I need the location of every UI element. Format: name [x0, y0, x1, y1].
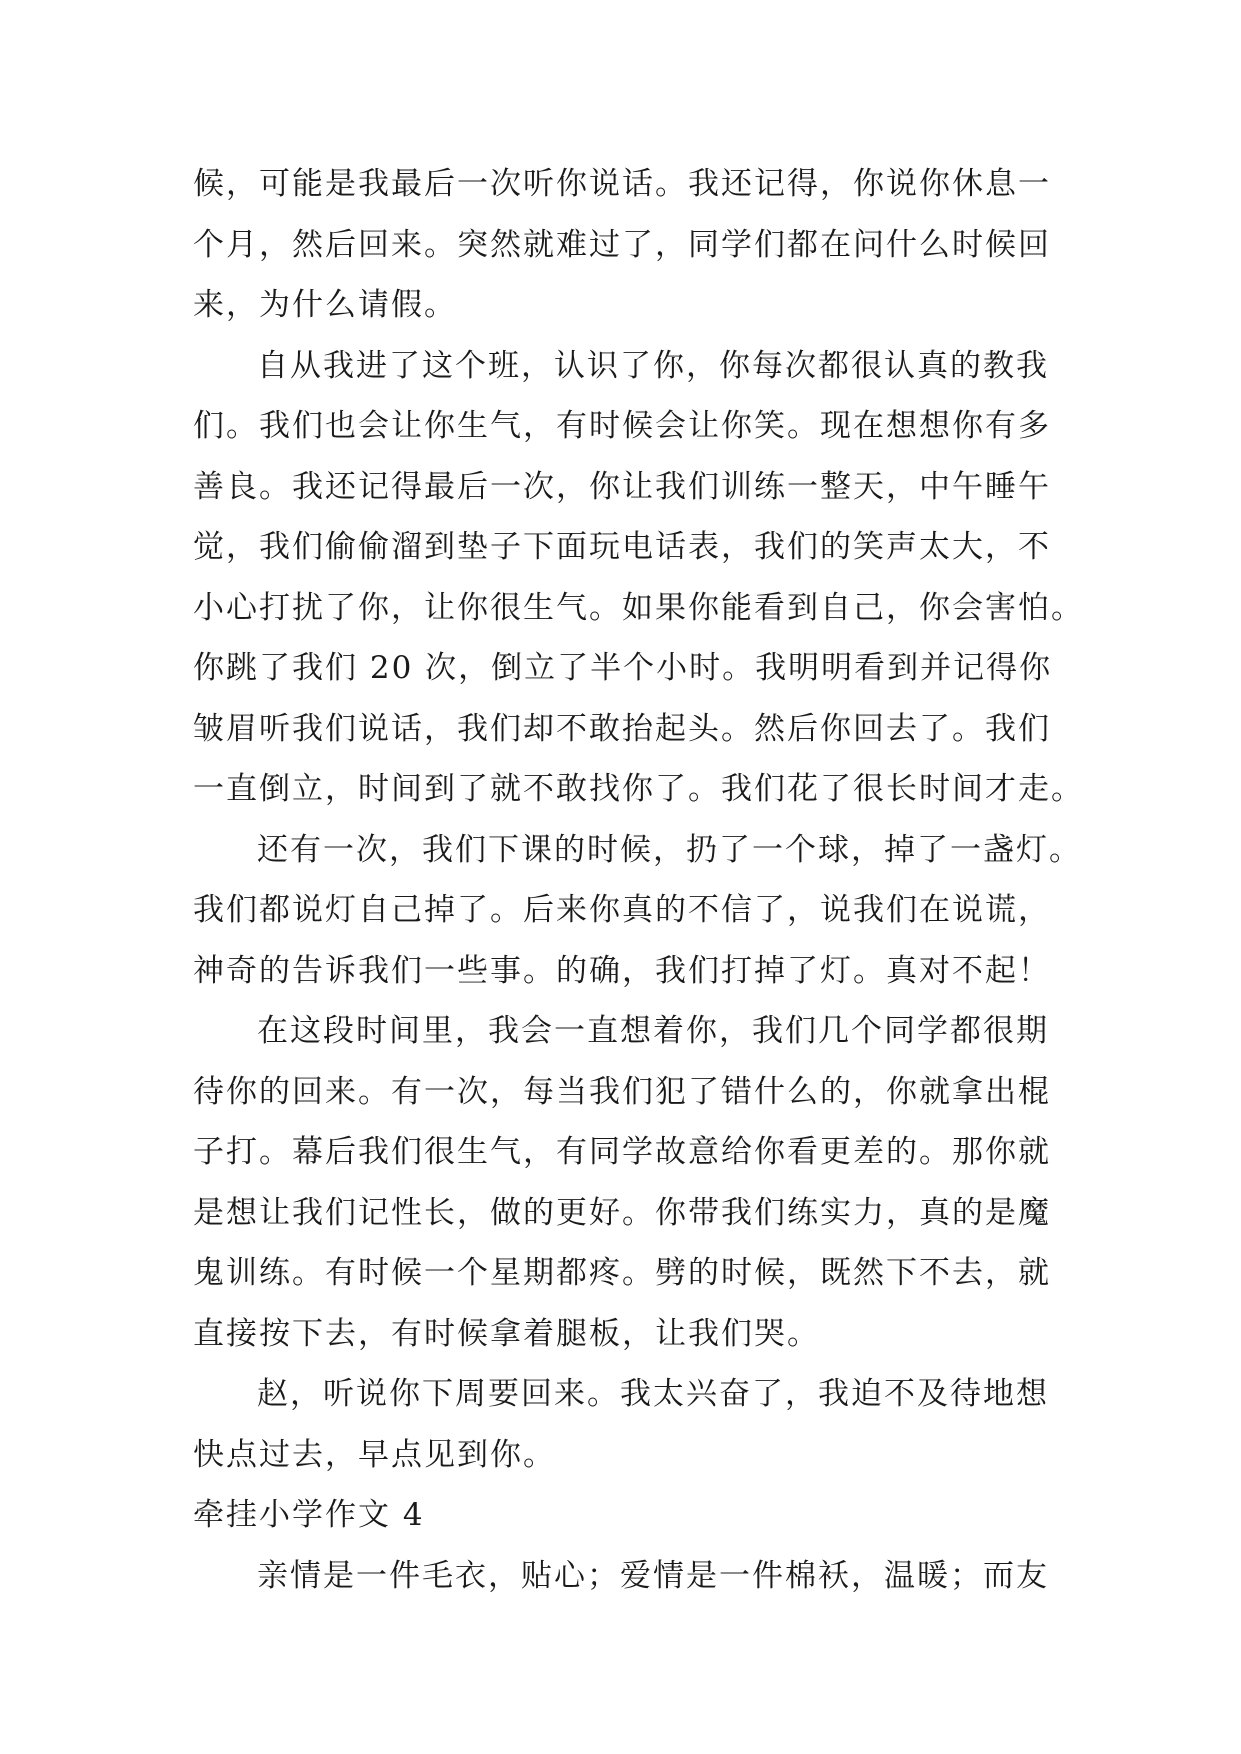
paragraph-start-line: 还有一次，我们下课的时候，扔了一个球，掉了一盏灯。: [257, 831, 1082, 868]
text-line: 我们都说灯自己掉了。后来你真的不信了，说我们在说谎，: [193, 892, 1051, 928]
paragraph-start-line: 亲情是一件毛衣，贴心；爱情是一件棉袄，温暖；而友: [257, 1557, 1049, 1594]
text-line: 你跳了我们 20 次，倒立了半个小时。我明明看到并记得你: [193, 650, 1053, 686]
text-line: 神奇的告诉我们一些事。的确，我们打掉了灯。真对不起！: [193, 952, 1051, 989]
text-line: 们。我们也会让你生气，有时候会让你笑。现在想想你有多: [193, 408, 1051, 444]
text-line: 个月，然后回来。突然就难过了，同学们都在问什么时候回: [193, 226, 1051, 263]
paragraph-start-line: 赵，听说你下周要回来。我太兴奋了，我迫不及待地想: [257, 1376, 1049, 1412]
text-line: 快点过去，早点见到你。: [193, 1436, 556, 1473]
text-line: 鬼训练。有时候一个星期都疼。劈的时候，既然下不去，就: [193, 1255, 1051, 1291]
text-line: 皱眉听我们说话，我们却不敢抬起头。然后你回去了。我们: [193, 710, 1051, 747]
text-line: 子打。幕后我们很生气，有同学故意给你看更差的。那你就: [193, 1134, 1051, 1170]
paragraph-start-line: 自从我进了这个班，认识了你，你每次都很认真的教我: [257, 347, 1049, 384]
text-line: 一直倒立，时间到了就不敢找你了。我们花了很长时间才走。: [193, 771, 1084, 807]
paragraph-start-line: 在这段时间里，我会一直想着你，我们几个同学都很期: [257, 1013, 1049, 1049]
text-line: 小心打扰了你，让你很生气。如果你能看到自己，你会害怕。: [193, 589, 1084, 626]
text-line: 善良。我还记得最后一次，你让我们训练一整天，中午睡午: [193, 468, 1051, 505]
article-body: [193, 154, 1084, 1606]
section-heading: 牵挂小学作文 4: [193, 1497, 425, 1533]
text-line: 待你的回来。有一次，每当我们犯了错什么的，你就拿出棍: [193, 1073, 1051, 1110]
text-line: 觉，我们偷偷溜到垫子下面玩电话表，我们的笑声太大，不: [193, 529, 1051, 565]
text-line: 候，可能是我最后一次听你说话。我还记得，你说你休息一: [193, 166, 1051, 202]
text-line: 来，为什么请假。: [193, 287, 457, 323]
text-line: 是想让我们记性长，做的更好。你带我们练实力，真的是魔: [193, 1194, 1051, 1231]
text-line: 直接按下去，有时候拿着腿板，让我们哭。: [193, 1315, 820, 1352]
